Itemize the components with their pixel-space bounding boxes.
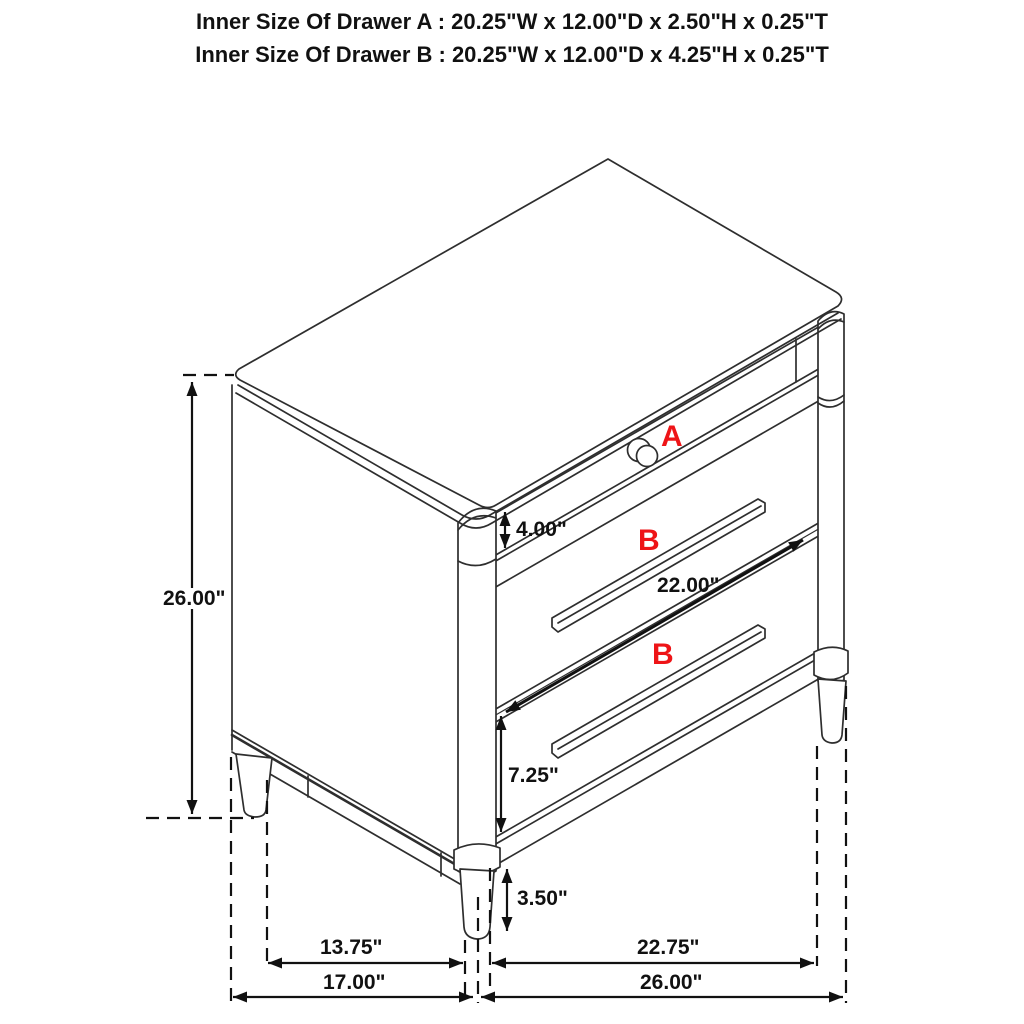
dim-front-width: 26.00" xyxy=(640,971,703,994)
dim-leg-height: 3.50" xyxy=(517,887,568,910)
dim-drawer-width: 22.00" xyxy=(657,574,720,597)
dim-overall-height: 26.00" xyxy=(160,588,229,609)
top-surface xyxy=(236,159,842,508)
dim-drawer-a-height: 4.00" xyxy=(516,518,567,541)
label-drawer-b-lower: B xyxy=(652,638,674,671)
dim-side-inner-depth: 13.75" xyxy=(320,936,383,959)
title-line-2: Inner Size Of Drawer B : 20.25"W x 12.00"D x 4.25"H x 0.25"T xyxy=(195,42,829,67)
dim-front-inner-width: 22.75" xyxy=(637,936,700,959)
label-drawer-b-upper: B xyxy=(638,524,660,557)
label-drawer-a: A xyxy=(661,420,683,453)
title-line-1: Inner Size Of Drawer A : 20.25"W x 12.00"D x 2.50"H x 0.25"T xyxy=(196,9,828,34)
dim-drawer-b-height: 7.25" xyxy=(508,764,559,787)
front-right-leg xyxy=(818,679,846,743)
dim-side-depth: 17.00" xyxy=(323,971,386,994)
nightstand-structure xyxy=(232,159,848,939)
drawer-a-knob xyxy=(628,439,658,467)
